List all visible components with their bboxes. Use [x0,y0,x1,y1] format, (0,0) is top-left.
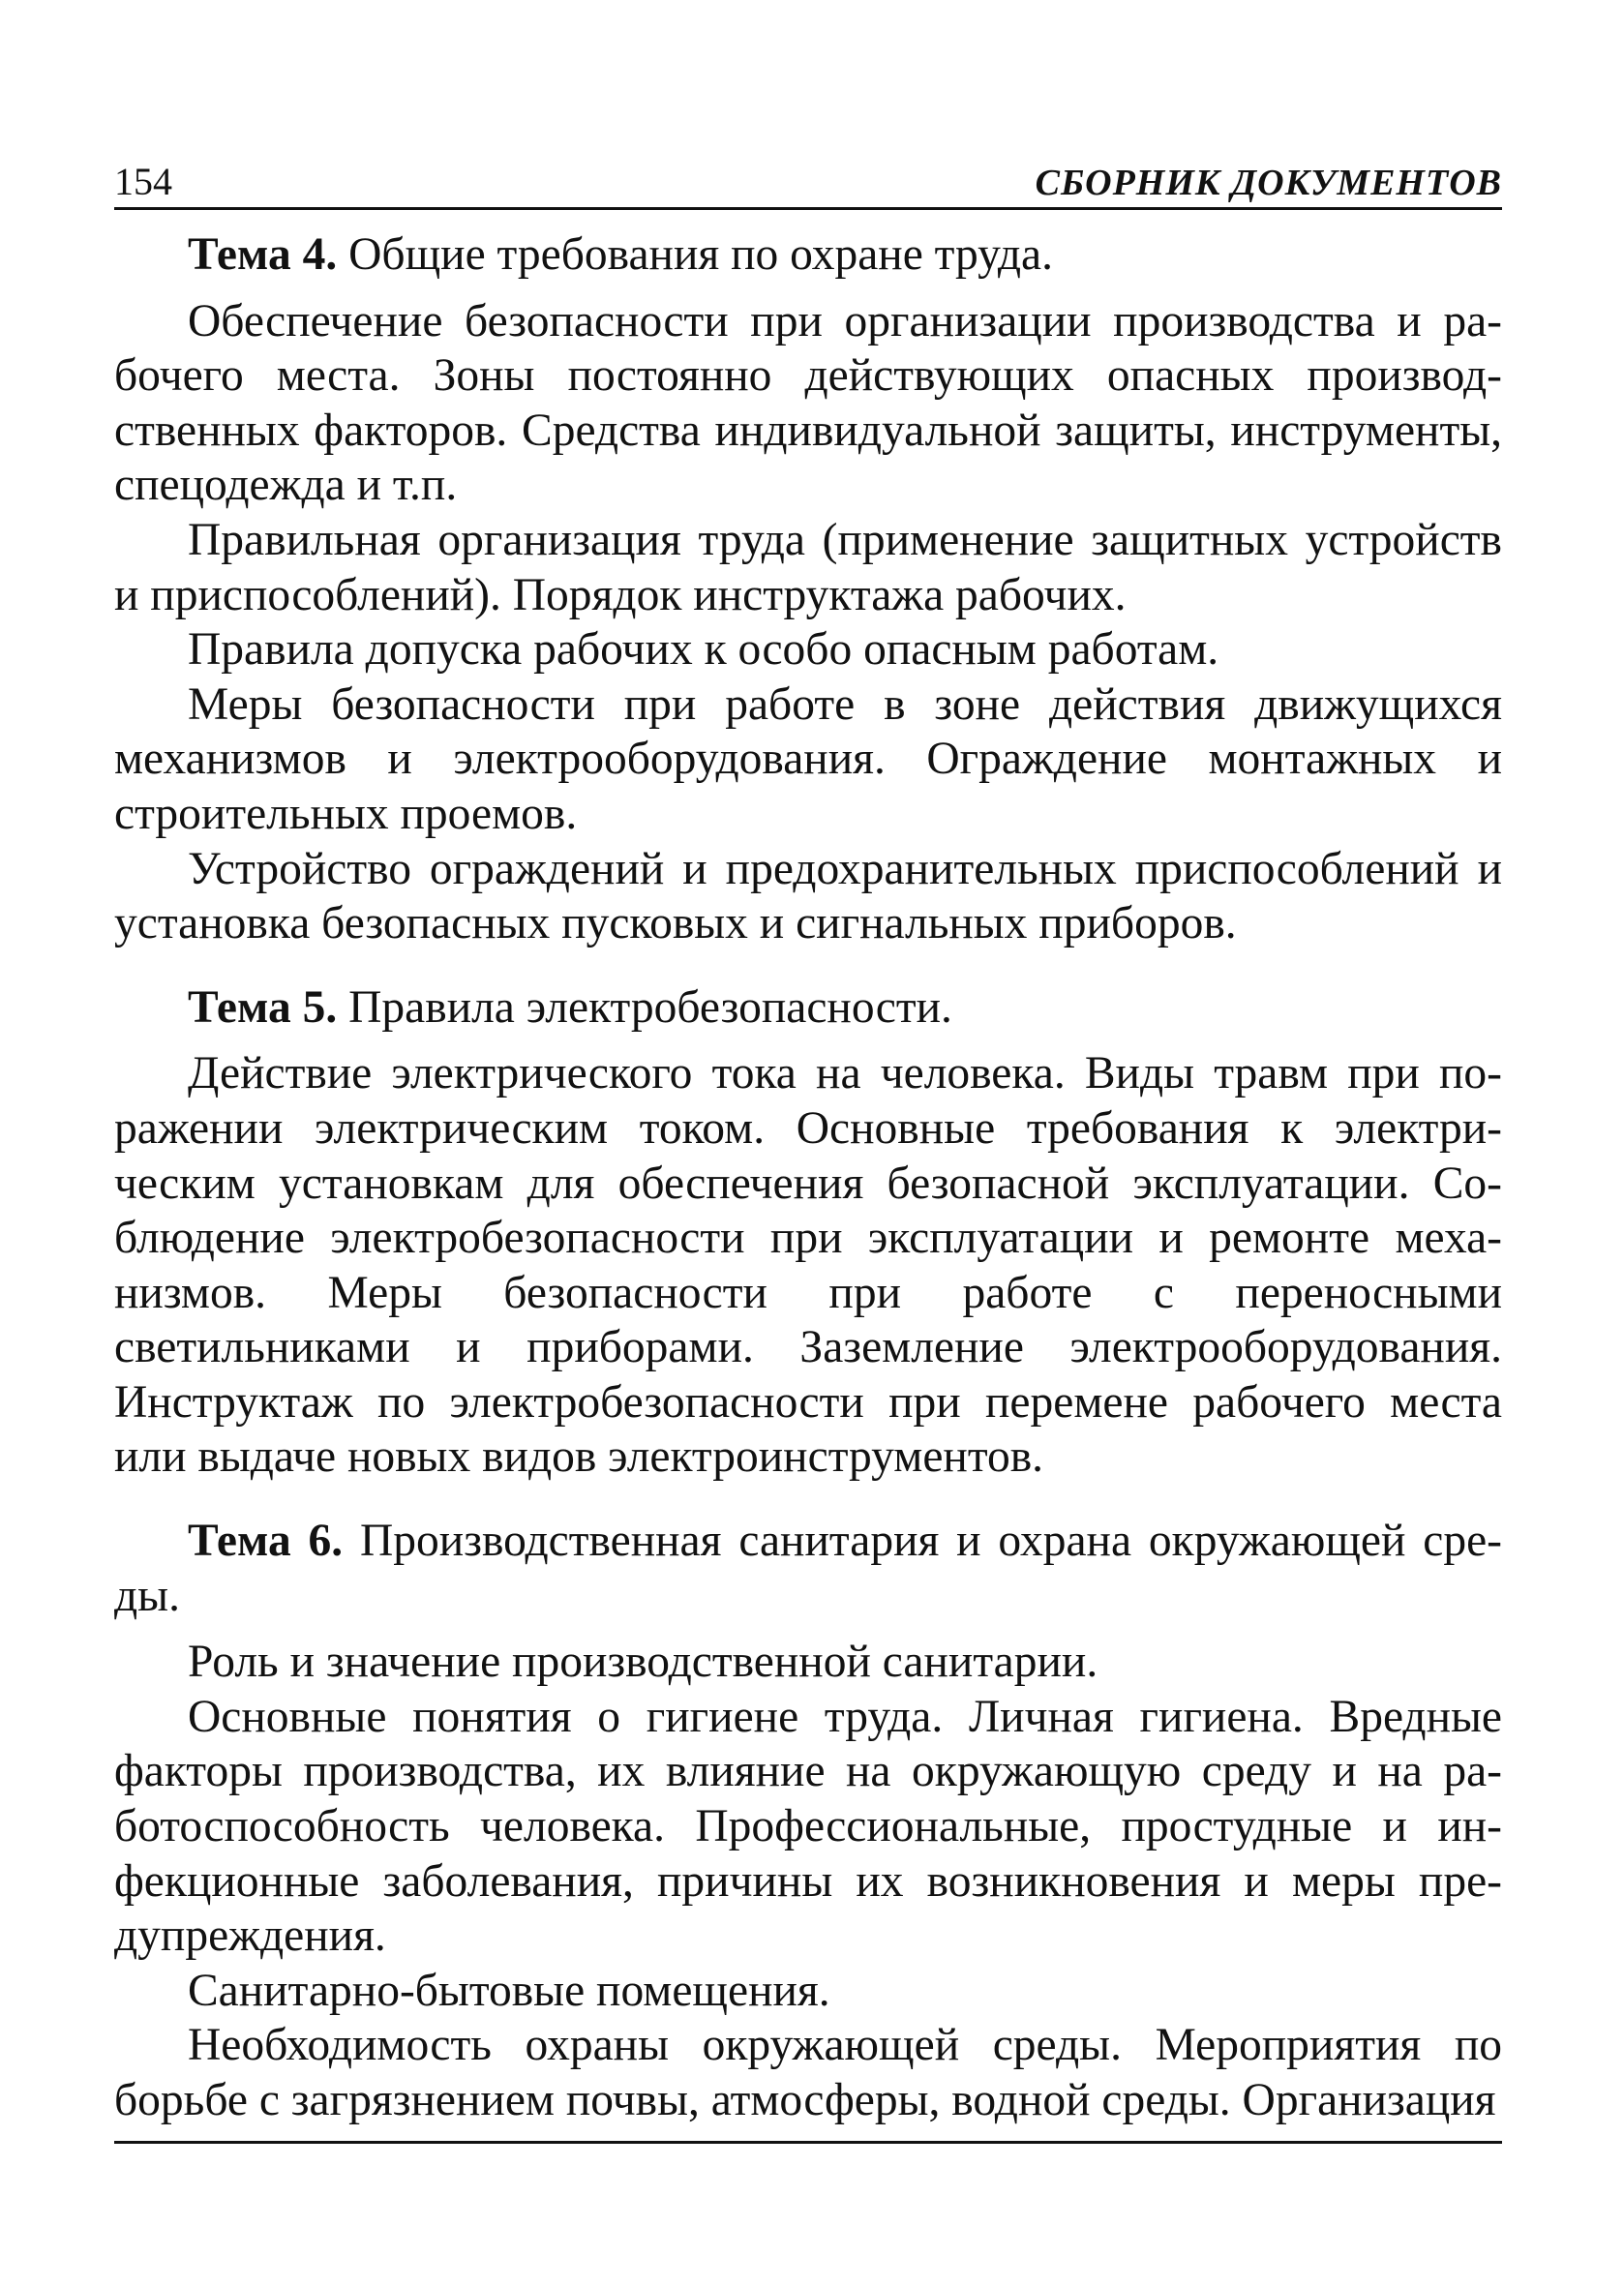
topic-6-paragraph-1: Роль и значение производственной санитарии. [188,1637,1098,1688]
topic-4-label: Тема 4. [188,229,338,280]
topic-6-title: Производственная санитария и охрана окружающей среды. [114,1516,1502,1621]
document-body [114,210,1502,2128]
topic-5-paragraph-1: Действие электрического тока на человека. Виды травм при поражении электрическим током. Основные требования к электрическим установкам для обеспечения безопасной эксплуатации. Соблюдение электробезопасности при эксплуатации и ремонте механизмов. Меры безопасности при работе с переносными светильниками и приборами. Заземление электрооборудования. Инструктаж по электробезопасности при перемене рабочего места или выдаче новых видов электроинструментов. [114,1048,1502,1483]
topic-4-title: Общие требования по охране труда. [337,229,1054,280]
document-page [114,143,1502,2128]
topic-6-paragraph-3: Санитарно-бытовые помещения. [188,1965,830,2016]
running-header [114,143,1502,210]
topic-6-heading [114,1514,1502,1623]
topic-6-paragraph-4: Необходимость охраны окружающей среды. Мероприятия по борьбе с загрязнением почвы, атмосферы, водной среды. Организация [114,2020,1502,2125]
topic-4-paragraph-1: Обеспечение безопасности при организации производства и рабочего места. Зоны постоянно действующих опасных производственных факторов. Средства индивидуальной защиты, инструменты, спецодежда и т.п. [114,295,1502,511]
topic-4-paragraph-3: Правила допуска рабочих к особо опасным работам. [188,624,1219,676]
topic-4-paragraph-2: Правильная организация труда (применение защитных устройств и приспособлений). Порядок инструктажа рабочих. [114,514,1502,620]
topic-6-paragraph-2: Основные понятия о гигиене труда. Личная гигиена. Вредные факторы производства, их влияние на окружающую среду и на работоспособность человека. Профессиональные, простудные и инфекционные заболевания, причины их возникновения и меры предупреждения. [114,1691,1502,1962]
running-title: СБОРНИК ДОКУМЕНТОВ [1035,163,1502,203]
page-number: 154 [114,160,172,203]
topic-4-paragraph-5: Устройство ограждений и предохранительных приспособлений и установка безопасных пусковых и сигнальных приборов. [114,843,1502,949]
topic-4-paragraph-4: Меры безопасности при работе в зоне действия движущихся механизмов и электрооборудования. Ограждение монтажных и строительных проемов. [114,678,1502,839]
topic-4-heading [114,227,1502,283]
topic-5-label: Тема 5. [188,981,338,1033]
topic-5-heading [114,980,1502,1036]
topic-6-label: Тема 6. [188,1516,344,1567]
bottom-rule [114,2141,1502,2144]
topic-5-title: Правила электробезопасности. [337,981,952,1033]
